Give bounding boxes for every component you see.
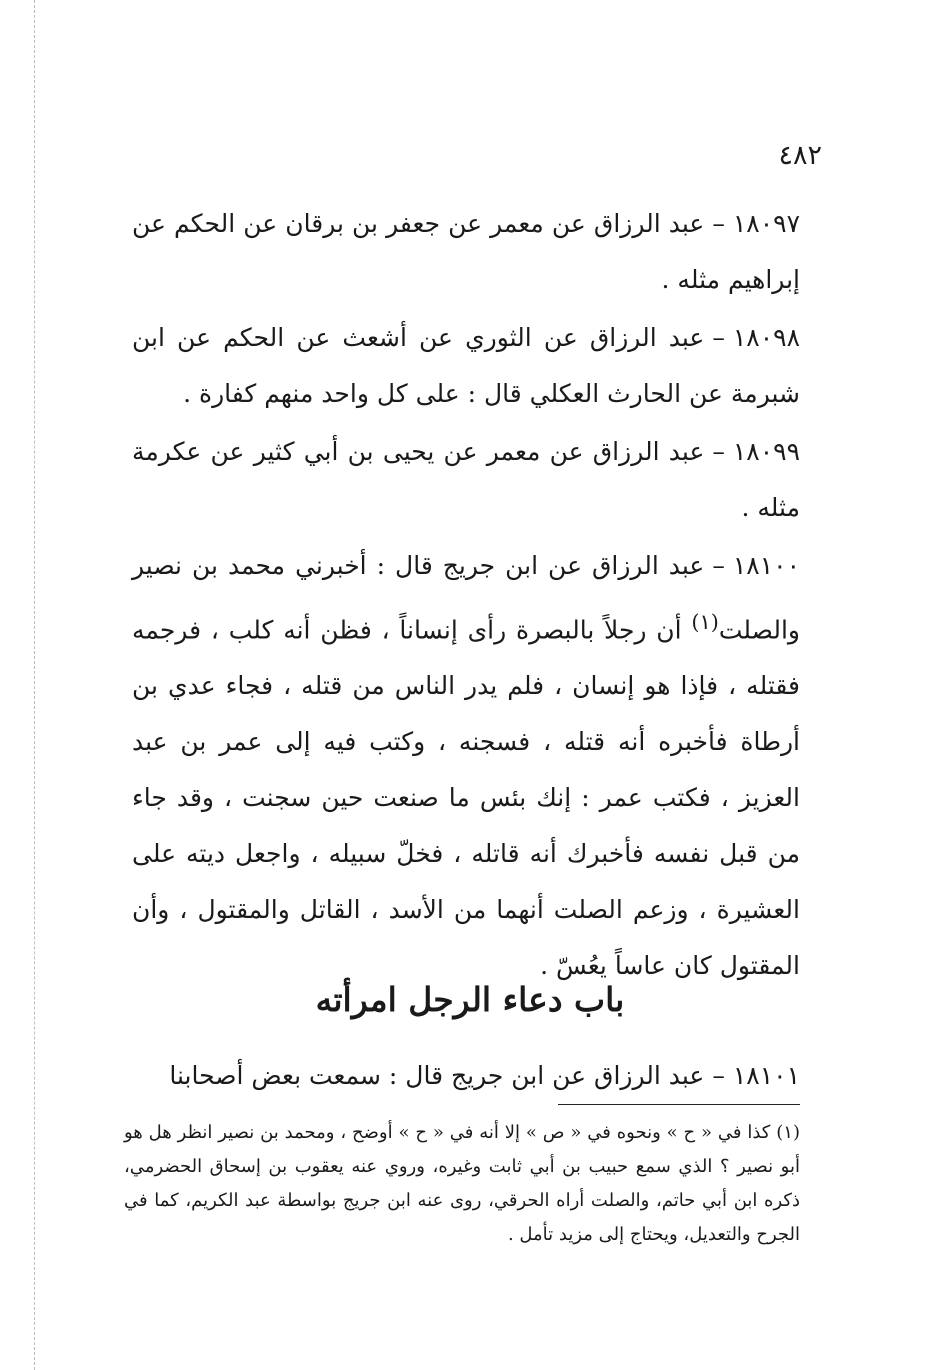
hadith-entry <box>132 1048 800 1104</box>
entry-number: ١٨٠٩٩ <box>732 437 800 466</box>
body-text <box>132 196 800 996</box>
entry-dash: – <box>712 551 725 580</box>
entry-text: أن رجلاً بالبصرة رأى إنساناً ، فظن أنه كلب ، فرجمه فقتله ، فإذا هو إنسان ، فلم يدر الناس من قتله ، فجاء عدي بن أرطاة فأخبره أنه قتله ، فسجنه ، وكتب فيه إلى عمر بن عبد العزيز ، فكتب عمر : إنك بئس ما صنعت حين سجنت ، وقد جاء من قبل نفسه فأخبرك أنه قاتله ، فخلّ سبيله ، واجعل ديته على العشيرة ، وزعم الصلت أنهما من الأسد ، القاتل والمقتول ، وأن المقتول كان عاساً يعُسّ . <box>132 615 800 981</box>
entry-dash: – <box>712 323 725 352</box>
entry-text: عبد الرزاق عن معمر عن يحيى بن أبي كثير عن عكرمة مثله . <box>132 437 800 522</box>
entry-dash: – <box>712 209 725 238</box>
hadith-entry <box>132 538 800 994</box>
hadith-entry <box>132 310 800 422</box>
entry-number: ١٨٠٩٧ <box>732 209 800 238</box>
entry-text: عبد الرزاق عن ابن جريج قال : أخبرني محمد بن نصير والصلت <box>132 551 800 645</box>
hadith-entry <box>132 196 800 308</box>
entry-text: عبد الرزاق عن معمر عن جعفر بن برقان عن الحكم عن إبراهيم مثله . <box>132 209 800 294</box>
entry-dash: – <box>712 1061 725 1090</box>
entry-number: ١٨١٠١ <box>732 1061 800 1090</box>
hadith-entry <box>132 424 800 536</box>
chapter-heading: باب دعاء الرجل امرأته <box>315 980 625 1019</box>
scan-margin-line <box>34 0 35 1370</box>
footnote-separator <box>558 1104 800 1105</box>
page-number: ٤٨٢ <box>778 140 822 171</box>
footnote-text: كذا في « ح » ونحوه في « ص » إلا أنه في « ح » أوضح ، ومحمد بن نصير انظر هل هو أبو نصير ؟ الذي سمع حبيب بن أبي ثابت وغيره، وروي عنه يعقوب بن إسحاق الحضرمي، ذكره ابن أبي حاتم، والصلت أراه الحرقي، روى عنه ابن جريج بواسطة عبد الكريم، كما في الجرح والتعديل، ويحتاج إلى مزيد تأمل . <box>124 1122 800 1245</box>
entry-text: عبد الرزاق عن ابن جريج قال : سمعت بعض أصحابنا <box>169 1061 705 1090</box>
entry-number: ١٨١٠٠ <box>732 551 800 580</box>
footnote-reference: (١) <box>691 610 719 634</box>
entry-number: ١٨٠٩٨ <box>732 323 800 352</box>
entry-text: عبد الرزاق عن الثوري عن أشعث عن الحكم عن ابن شبرمة عن الحارث العكلي قال : على كل واحد منهم كفارة . <box>132 323 800 408</box>
entry-dash: – <box>712 437 725 466</box>
footnote-marker: (١) <box>776 1122 800 1143</box>
footnote <box>124 1116 800 1252</box>
